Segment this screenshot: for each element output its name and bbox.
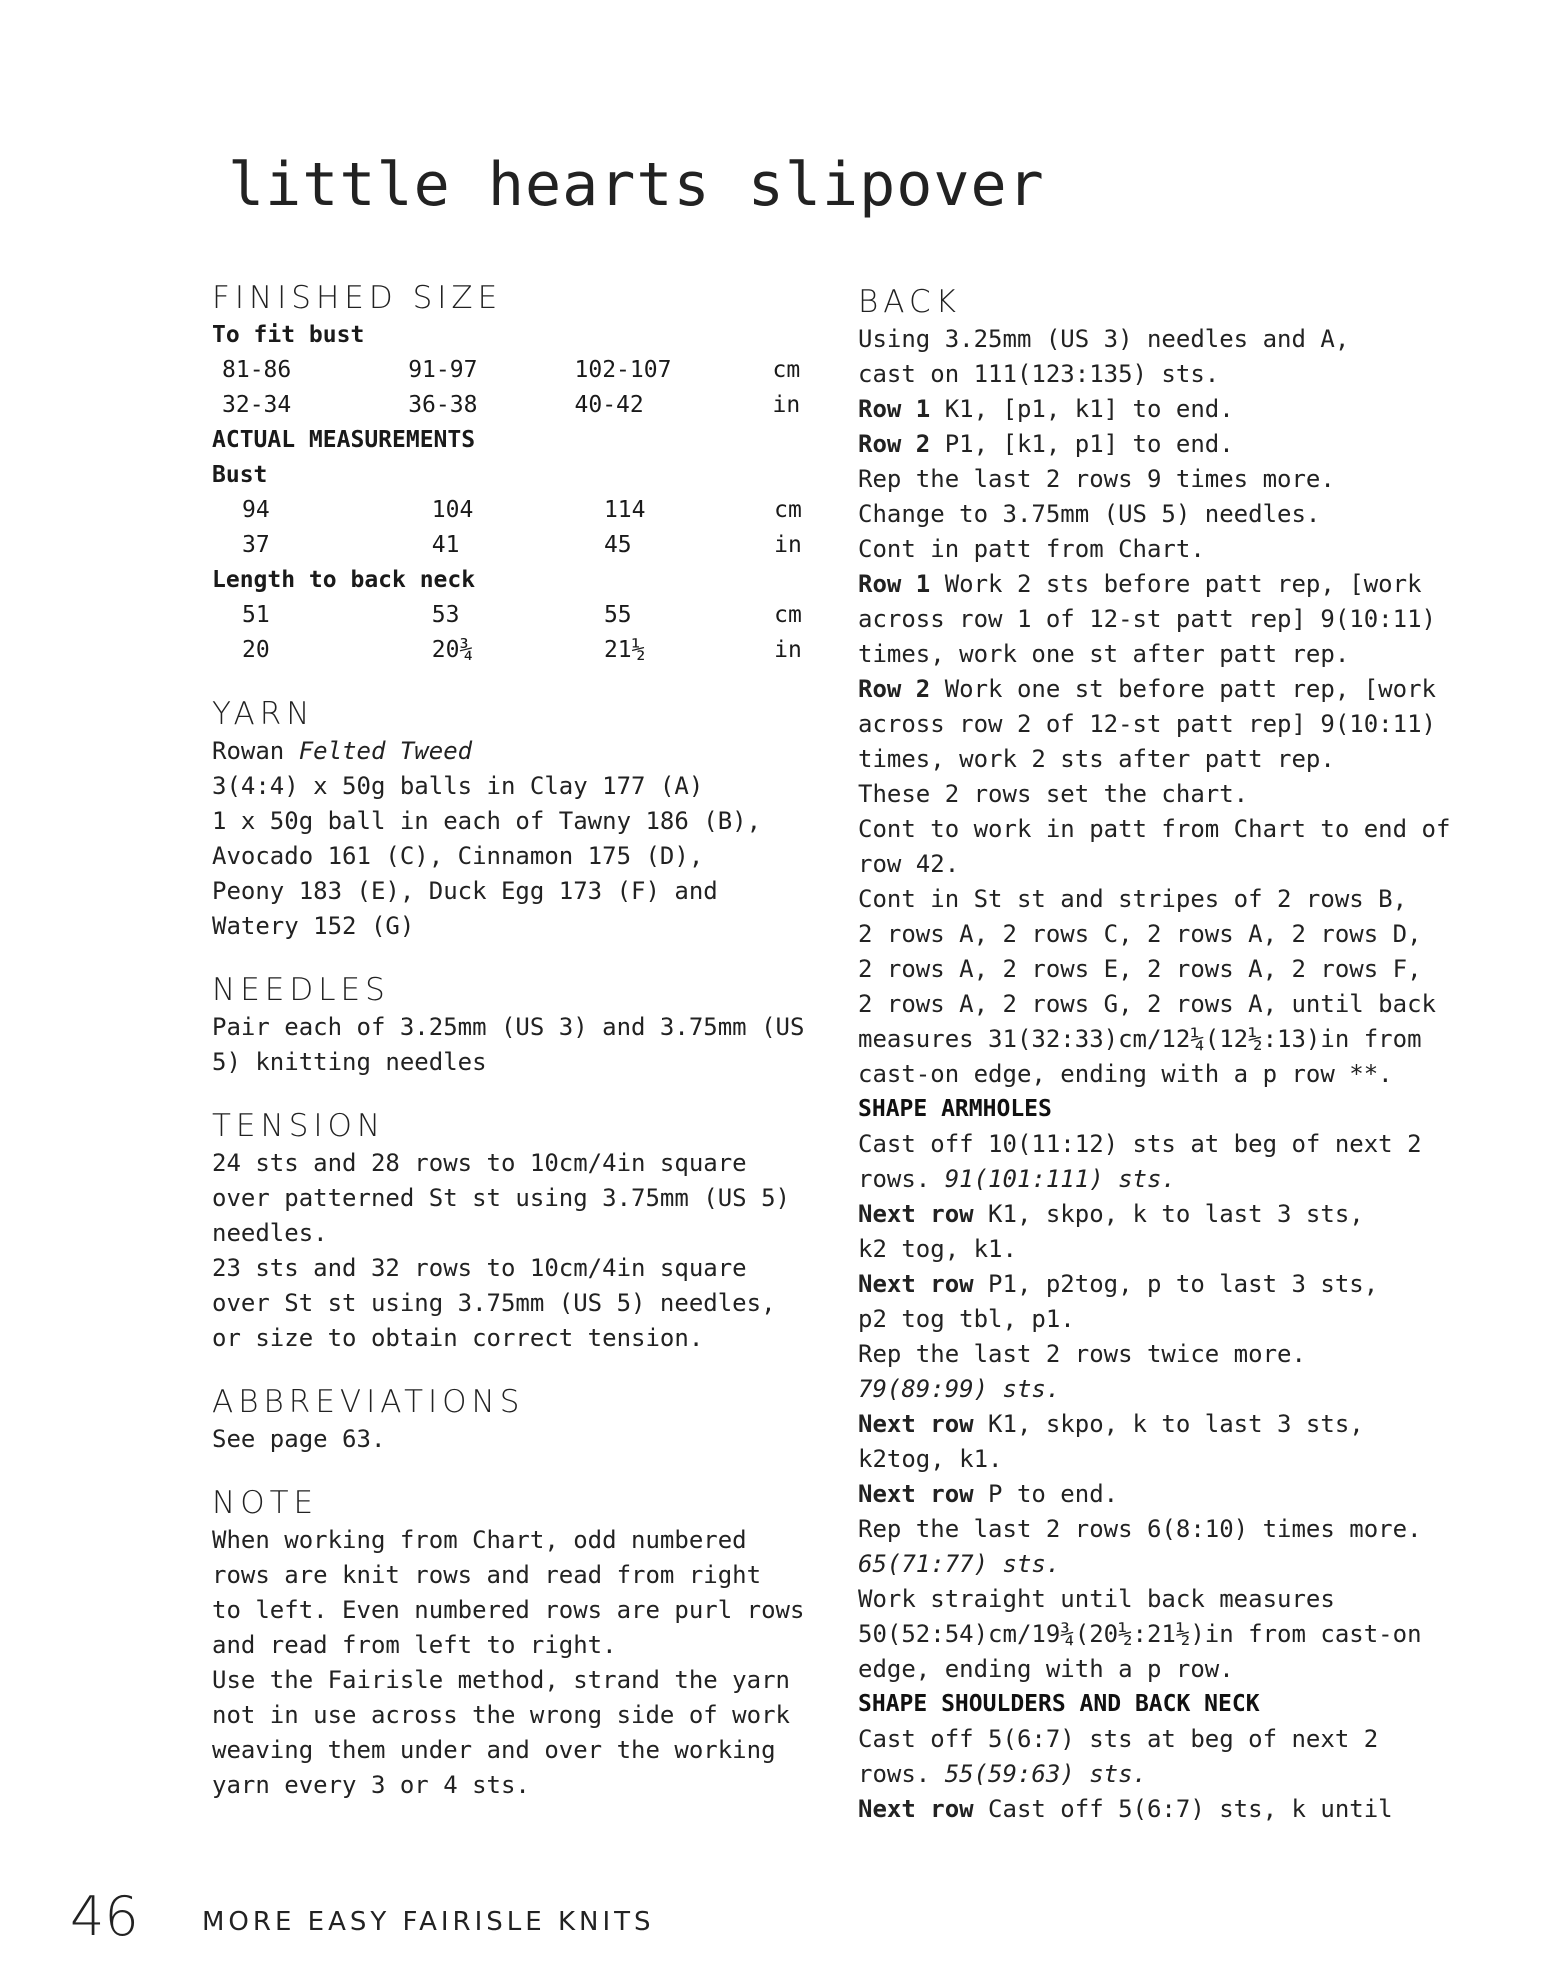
row-text: Cast off 5(6:7) sts, k until	[973, 1795, 1393, 1823]
abbreviations-text: See page 63.	[212, 1425, 386, 1453]
yarn-heading: YARN	[212, 696, 315, 732]
instruction-line	[858, 1757, 1478, 1792]
length-label: Length to back neck	[212, 567, 476, 593]
row-label: Next row	[858, 1480, 974, 1508]
row-text: rows.	[858, 1165, 945, 1193]
note-line: Use the Fairisle method, strand the yarn	[212, 1666, 790, 1694]
finished-size-heading: FINISHED SIZE	[212, 280, 503, 316]
shape-shoulders-subheading: SHAPE SHOULDERS AND BACK NECK	[858, 1691, 1260, 1717]
shape-armholes-subheading: SHAPE ARMHOLES	[858, 1096, 1052, 1122]
size-cell: 81-86	[222, 357, 292, 383]
stitch-count: 65(71:77) sts.	[858, 1550, 1061, 1578]
tension-section	[212, 1108, 822, 1356]
page-title: little hearts slipover	[228, 150, 1045, 220]
measurement-row	[212, 633, 822, 668]
instruction-line	[858, 1477, 1478, 1512]
instruction-line: edge, ending with a p row.	[858, 1655, 1234, 1683]
instruction-line	[858, 1547, 1478, 1582]
row-label: Next row	[858, 1270, 974, 1298]
size-cell: 40-42	[574, 392, 644, 418]
row-text: rows.	[858, 1760, 945, 1788]
unit-cell: cm	[774, 602, 802, 628]
instruction-line: Cont in patt from Chart.	[858, 535, 1205, 563]
instruction-line: measures 31(32:33)cm/12¼(12½:13)in from	[858, 1025, 1422, 1053]
instruction-line: Cont in St st and stripes of 2 rows B,	[858, 885, 1408, 913]
row-label: Row 1	[858, 395, 931, 423]
measurement-cell: 104	[431, 497, 474, 523]
size-cell: 32-34	[222, 392, 292, 418]
instruction-line: 50(52:54)cm/19¾(20½:21½)in from cast-on	[858, 1620, 1422, 1648]
instruction-line: Cast off 5(6:7) sts at beg of next 2	[858, 1725, 1379, 1753]
note-line: to left. Even numbered rows are purl rows	[212, 1596, 805, 1624]
instruction-line	[858, 1792, 1478, 1827]
needles-section	[212, 972, 822, 1080]
measurement-cell: 41	[431, 532, 460, 558]
instruction-line	[858, 392, 1478, 427]
note-line: and read from left to right.	[212, 1631, 617, 1659]
size-row	[212, 388, 822, 423]
tension-line: or size to obtain correct tension.	[212, 1324, 704, 1352]
tension-line: 24 sts and 28 rows to 10cm/4in square	[212, 1149, 747, 1177]
yarn-line: Watery 152 (G)	[212, 912, 415, 940]
measurement-cell: 37	[242, 532, 270, 558]
size-cell: 102-107	[574, 357, 672, 383]
instruction-line: k2 tog, k1.	[858, 1235, 1017, 1263]
instruction-line: Rep the last 2 rows 9 times more.	[858, 465, 1335, 493]
needles-line: Pair each of 3.25mm (US 3) and 3.75mm (US	[212, 1013, 805, 1041]
yarn-brand-line	[212, 734, 822, 769]
instruction-line: Work straight until back measures	[858, 1585, 1335, 1613]
yarn-section	[212, 696, 822, 944]
row-label: Row 2	[858, 430, 931, 458]
row-text: Work one st before patt rep, [work	[930, 675, 1436, 703]
stitch-count: 55(59:63) sts.	[944, 1760, 1147, 1788]
instruction-line: times, work 2 sts after patt rep.	[858, 745, 1335, 773]
instruction-line: times, work one st after patt rep.	[858, 640, 1350, 668]
instruction-line: Rep the last 2 rows twice more.	[858, 1340, 1306, 1368]
note-section	[212, 1485, 822, 1803]
note-line: rows are knit rows and read from right	[212, 1561, 762, 1589]
unit-cell: in	[774, 637, 802, 663]
needles-heading: NEEDLES	[212, 972, 390, 1008]
stitch-count: 79(89:99) sts.	[858, 1375, 1061, 1403]
measurement-cell: 53	[431, 602, 460, 628]
instruction-line: Rep the last 2 rows 6(8:10) times more.	[858, 1515, 1422, 1543]
size-cell: 91-97	[408, 357, 478, 383]
left-column	[212, 280, 822, 1823]
back-heading: BACK	[858, 284, 961, 320]
stitch-count: 91(101:111) sts.	[944, 1165, 1176, 1193]
abbreviations-section	[212, 1384, 822, 1457]
note-line: not in use across the wrong side of work	[212, 1701, 790, 1729]
needles-line: 5) knitting needles	[212, 1048, 487, 1076]
note-line: yarn every 3 or 4 sts.	[212, 1771, 530, 1799]
instruction-line: k2tog, k1.	[858, 1445, 1003, 1473]
instruction-line: row 42.	[858, 850, 960, 878]
instruction-line: 2 rows A, 2 rows G, 2 rows A, until back	[858, 990, 1436, 1018]
tension-line: 23 sts and 32 rows to 10cm/4in square	[212, 1254, 747, 1282]
row-label: Next row	[858, 1200, 974, 1228]
instruction-line: 2 rows A, 2 rows E, 2 rows A, 2 rows F,	[858, 955, 1422, 983]
measurement-row	[212, 528, 822, 563]
instruction-line: across row 1 of 12-st patt rep] 9(10:11)	[858, 605, 1436, 633]
tension-line: needles.	[212, 1219, 328, 1247]
instruction-line	[858, 1407, 1478, 1442]
row-text: P1, p2tog, p to last 3 sts,	[973, 1270, 1379, 1298]
instruction-line	[858, 1372, 1478, 1407]
size-row	[212, 353, 822, 388]
unit-cell: cm	[772, 357, 801, 383]
note-heading: NOTE	[212, 1485, 319, 1521]
instruction-line: These 2 rows set the chart.	[858, 780, 1249, 808]
instruction-line: across row 2 of 12-st patt rep] 9(10:11)	[858, 710, 1436, 738]
measurement-row	[212, 493, 822, 528]
bust-label: Bust	[212, 462, 268, 488]
tension-heading: TENSION	[212, 1108, 386, 1144]
instruction-line	[858, 672, 1478, 707]
measurement-row	[212, 598, 822, 633]
note-line: When working from Chart, odd numbered	[212, 1526, 747, 1554]
measurement-cell: 21½	[603, 637, 646, 663]
yarn-line: Avocado 161 (C), Cinnamon 175 (D),	[212, 842, 704, 870]
size-cell: 36-38	[408, 392, 478, 418]
yarn-name: Felted Tweed	[298, 737, 473, 765]
row-text: Work 2 sts before patt rep, [work	[930, 570, 1422, 598]
note-line: weaving them under and over the working	[212, 1736, 776, 1764]
instruction-line	[858, 1197, 1478, 1232]
instruction-line	[858, 1162, 1478, 1197]
abbreviations-heading: ABBREVIATIONS	[212, 1384, 525, 1420]
measurement-cell: 20	[242, 637, 270, 663]
unit-cell: in	[772, 392, 801, 418]
instruction-line: Change to 3.75mm (US 5) needles.	[858, 500, 1321, 528]
yarn-brand: Rowan	[212, 737, 299, 765]
instruction-line: Using 3.25mm (US 3) needles and A,	[858, 325, 1350, 353]
to-fit-bust-label: To fit bust	[212, 322, 365, 348]
measurement-cell: 45	[603, 532, 632, 558]
page-number: 46	[70, 1885, 139, 1948]
measurement-cell: 20¾	[431, 637, 474, 663]
unit-cell: cm	[774, 497, 802, 523]
tension-line: over patterned St st using 3.75mm (US 5)	[212, 1184, 790, 1212]
right-column	[858, 284, 1478, 1827]
instruction-line: cast on 111(123:135) sts.	[858, 360, 1220, 388]
row-text: K1, skpo, k to last 3 sts,	[973, 1410, 1364, 1438]
instruction-line	[858, 427, 1478, 462]
row-text: K1, skpo, k to last 3 sts,	[973, 1200, 1364, 1228]
instruction-line	[858, 1267, 1478, 1302]
row-text: P1, [k1, p1] to end.	[930, 430, 1234, 458]
measurement-cell: 114	[603, 497, 646, 523]
measurement-cell: 55	[603, 602, 632, 628]
book-title: MORE EASY FAIRISLE KNITS	[202, 1907, 655, 1937]
yarn-line: 1 x 50g ball in each of Tawny 186 (B),	[212, 807, 762, 835]
tension-line: over St st using 3.75mm (US 5) needles,	[212, 1289, 776, 1317]
unit-cell: in	[774, 532, 802, 558]
row-label: Row 1	[858, 570, 931, 598]
instruction-line: cast-on edge, ending with a p row **.	[858, 1060, 1393, 1088]
actual-measurements-label: ACTUAL MEASUREMENTS	[212, 427, 476, 453]
row-label: Next row	[858, 1410, 974, 1438]
row-label: Row 2	[858, 675, 931, 703]
instruction-line: Cast off 10(11:12) sts at beg of next 2	[858, 1130, 1422, 1158]
instruction-line: Cont to work in patt from Chart to end of	[858, 815, 1451, 843]
instruction-line: 2 rows A, 2 rows C, 2 rows A, 2 rows D,	[858, 920, 1422, 948]
row-text: P to end.	[973, 1480, 1119, 1508]
finished-size-section	[212, 280, 822, 668]
row-text: K1, [p1, k1] to end.	[930, 395, 1234, 423]
measurement-cell: 94	[242, 497, 270, 523]
measurement-cell: 51	[242, 602, 270, 628]
yarn-line: 3(4:4) x 50g balls in Clay 177 (A)	[212, 772, 704, 800]
yarn-line: Peony 183 (E), Duck Egg 173 (F) and	[212, 877, 718, 905]
row-label: Next row	[858, 1795, 974, 1823]
instruction-line: p2 tog tbl, p1.	[858, 1305, 1075, 1333]
instruction-line	[858, 567, 1478, 602]
